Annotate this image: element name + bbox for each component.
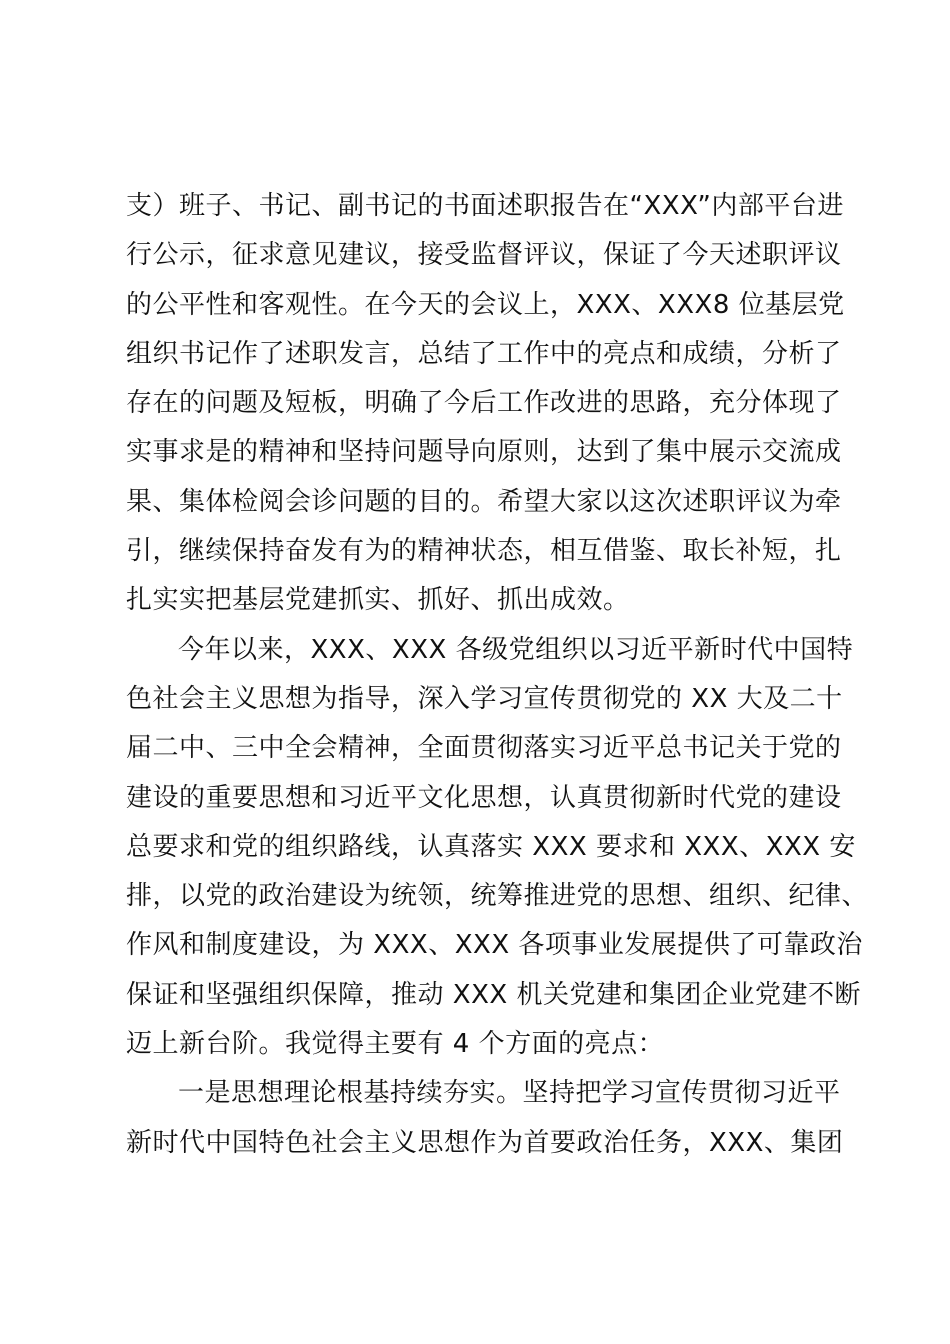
text-line: 总要求和党的组织路线，认真落实 XXX 要求和 XXX、XXX 安 — [126, 831, 856, 862]
paragraph — [126, 626, 869, 1070]
text-line: 果、集体检阅会诊问题的目的。希望大家以这次述职评议为牵 — [126, 486, 842, 517]
text-line: 今年以来，XXX、XXX 各级党组织以习近平新时代中国特 — [178, 634, 854, 665]
text-line: 届二中、三中全会精神，全面贯彻落实习近平总书记关于党的 — [126, 733, 842, 764]
paragraph — [126, 182, 845, 626]
text-line: 迈上新台阶。我觉得主要有 4 个方面的亮点： — [126, 1029, 665, 1060]
text-line: 作风和制度建设，为 XXX、XXX 各项事业发展提供了可靠政治 — [126, 930, 863, 961]
text-line: 保证和坚强组织保障，推动 XXX 机关党建和集团企业党建不断 — [126, 979, 861, 1010]
paragraph — [126, 1069, 844, 1168]
text-line: 一是思想理论根基持续夯实。坚持把学习宣传贯彻习近平 — [178, 1078, 841, 1109]
text-line: 新时代中国特色社会主义思想作为首要政治任务，XXX、集团 — [126, 1127, 844, 1158]
text-line: 实事求是的精神和坚持问题导向原则，达到了集中展示交流成 — [126, 437, 842, 468]
text-line: 的公平性和客观性。在今天的会议上，XXX、XXX8 位基层党 — [126, 289, 845, 320]
text-line: 色社会主义思想为指导，深入学习宣传贯彻党的 XX 大及二十 — [126, 683, 843, 714]
text-line: 扎实实把基层党建抓实、抓好、抓出成效。 — [126, 585, 630, 616]
text-line: 组织书记作了述职发言，总结了工作中的亮点和成绩，分析了 — [126, 338, 842, 369]
document-body — [126, 182, 869, 1168]
text-line: 行公示，征求意见建议，接受监督评议，保证了今天述职评议 — [126, 240, 842, 271]
text-line: 支）班子、书记、副书记的书面述职报告在“XXX”内部平台进 — [126, 191, 844, 221]
text-line: 建设的重要思想和习近平文化思想，认真贯彻新时代党的建设 — [126, 782, 842, 813]
text-line: 排，以党的政治建设为统领，统筹推进党的思想、组织、纪律、 — [126, 881, 869, 912]
text-line: 引，继续保持奋发有为的精神状态，相互借鉴、取长补短，扎 — [126, 536, 842, 567]
text-line: 存在的问题及短板，明确了今后工作改进的思路，充分体现了 — [126, 388, 842, 419]
